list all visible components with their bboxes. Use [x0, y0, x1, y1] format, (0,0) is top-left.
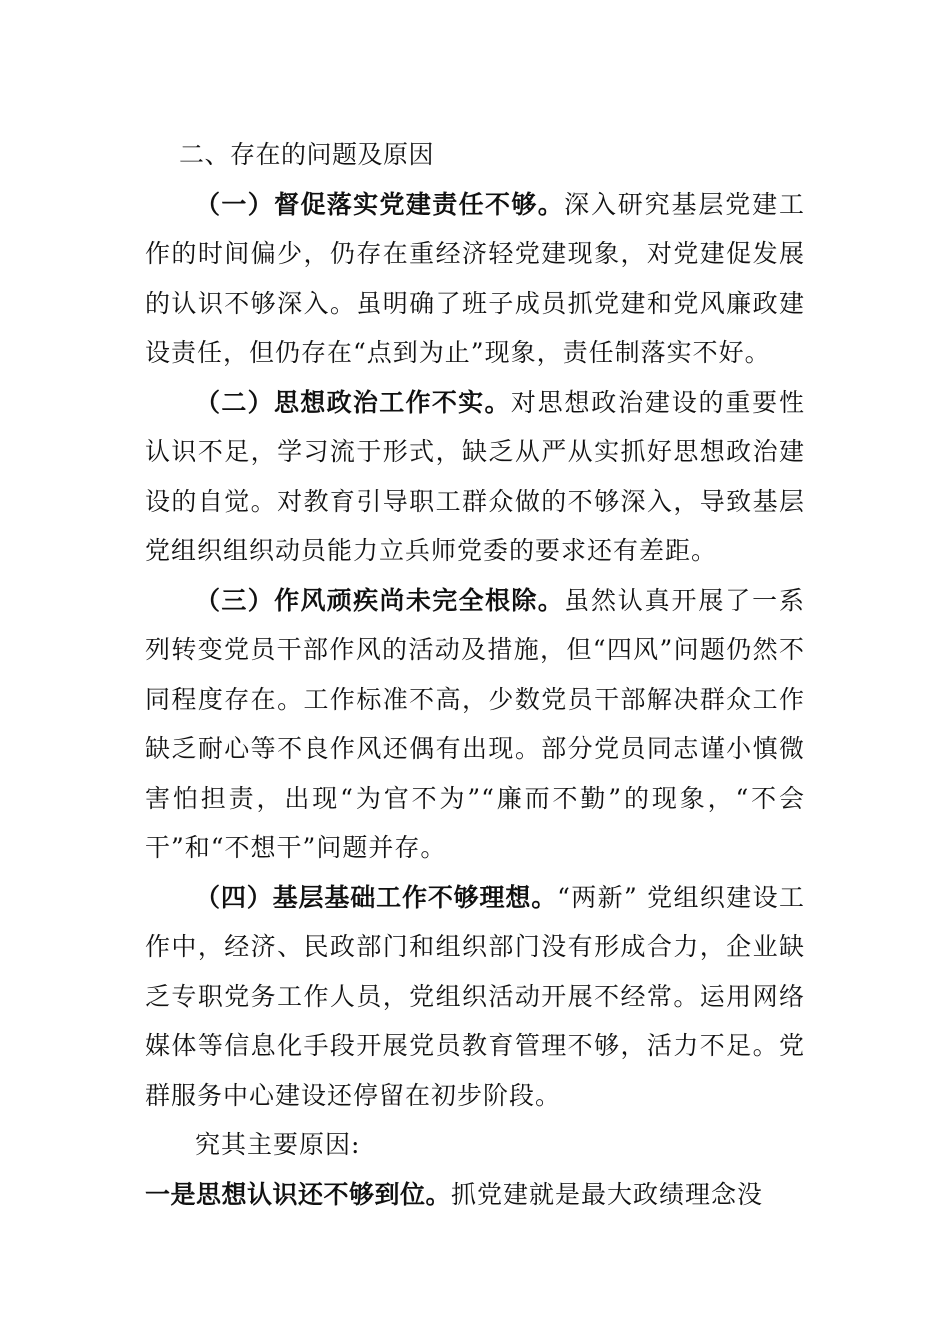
paragraph-3-body: 虽然认真开展了一系列转变党员干部作风的活动及措施，但“四风”问题仍然不同程度存在。工作标准不高，少数党员干部解决群众工作缺乏耐心等不良作风还偶有出现。部分党员同志谨小慎微害怕担责，出现“为官不为”“廉而不勤”的现象，“不会干”和“不想干”问题并存。: [145, 585, 805, 862]
paragraph-3-lead: （三）作风顽疾尚未完全根除。: [195, 585, 565, 615]
document-page: [145, 130, 805, 1219]
reason-one: [145, 1170, 805, 1220]
section-heading: 二、存在的问题及原因: [179, 140, 435, 169]
paragraph-2: [145, 378, 805, 576]
paragraph-2-body: 对思想政治建设的重要性认识不足，学习流于形式，缺乏从严从实抓好思想政治建设的自觉。对教育引导职工群众做的不够深入，导致基层党组织组织动员能力立兵师党委的要求还有差距。: [145, 387, 805, 565]
paragraph-3: [145, 576, 805, 873]
paragraph-2-lead: （二）思想政治工作不实。: [195, 387, 511, 417]
paragraph-4: [145, 873, 805, 1121]
paragraph-4-lead: （四）基层基础工作不够理想。: [195, 882, 558, 912]
paragraph-4-body: “两新” 党组织建设工作中，经济、民政部门和组织部门没有形成合力，企业缺乏专职党务工作人员，党组织活动开展不经常。运用网络媒体等信息化手段开展党员教育管理不够，活力不足。党群服务中心建设还停留在初步阶段。: [145, 882, 805, 1110]
paragraph-1: [145, 180, 805, 378]
reason-one-body: 抓党建就是最大政绩理念没: [451, 1179, 764, 1209]
reason-one-lead: 一是思想认识还不够到位。: [145, 1179, 452, 1209]
reasons-intro: 究其主要原因:: [195, 1130, 361, 1159]
paragraph-1-body: 深入研究基层党建工作的时间偏少，仍存在重经济轻党建现象，对党建促发展的认识不够深入。虽明确了班子成员抓党建和党风廉政建设责任，但仍存在“点到为止”现象，责任制落实不好。: [145, 189, 805, 367]
paragraph-1-lead: （一）督促落实党建责任不够。: [195, 189, 565, 219]
